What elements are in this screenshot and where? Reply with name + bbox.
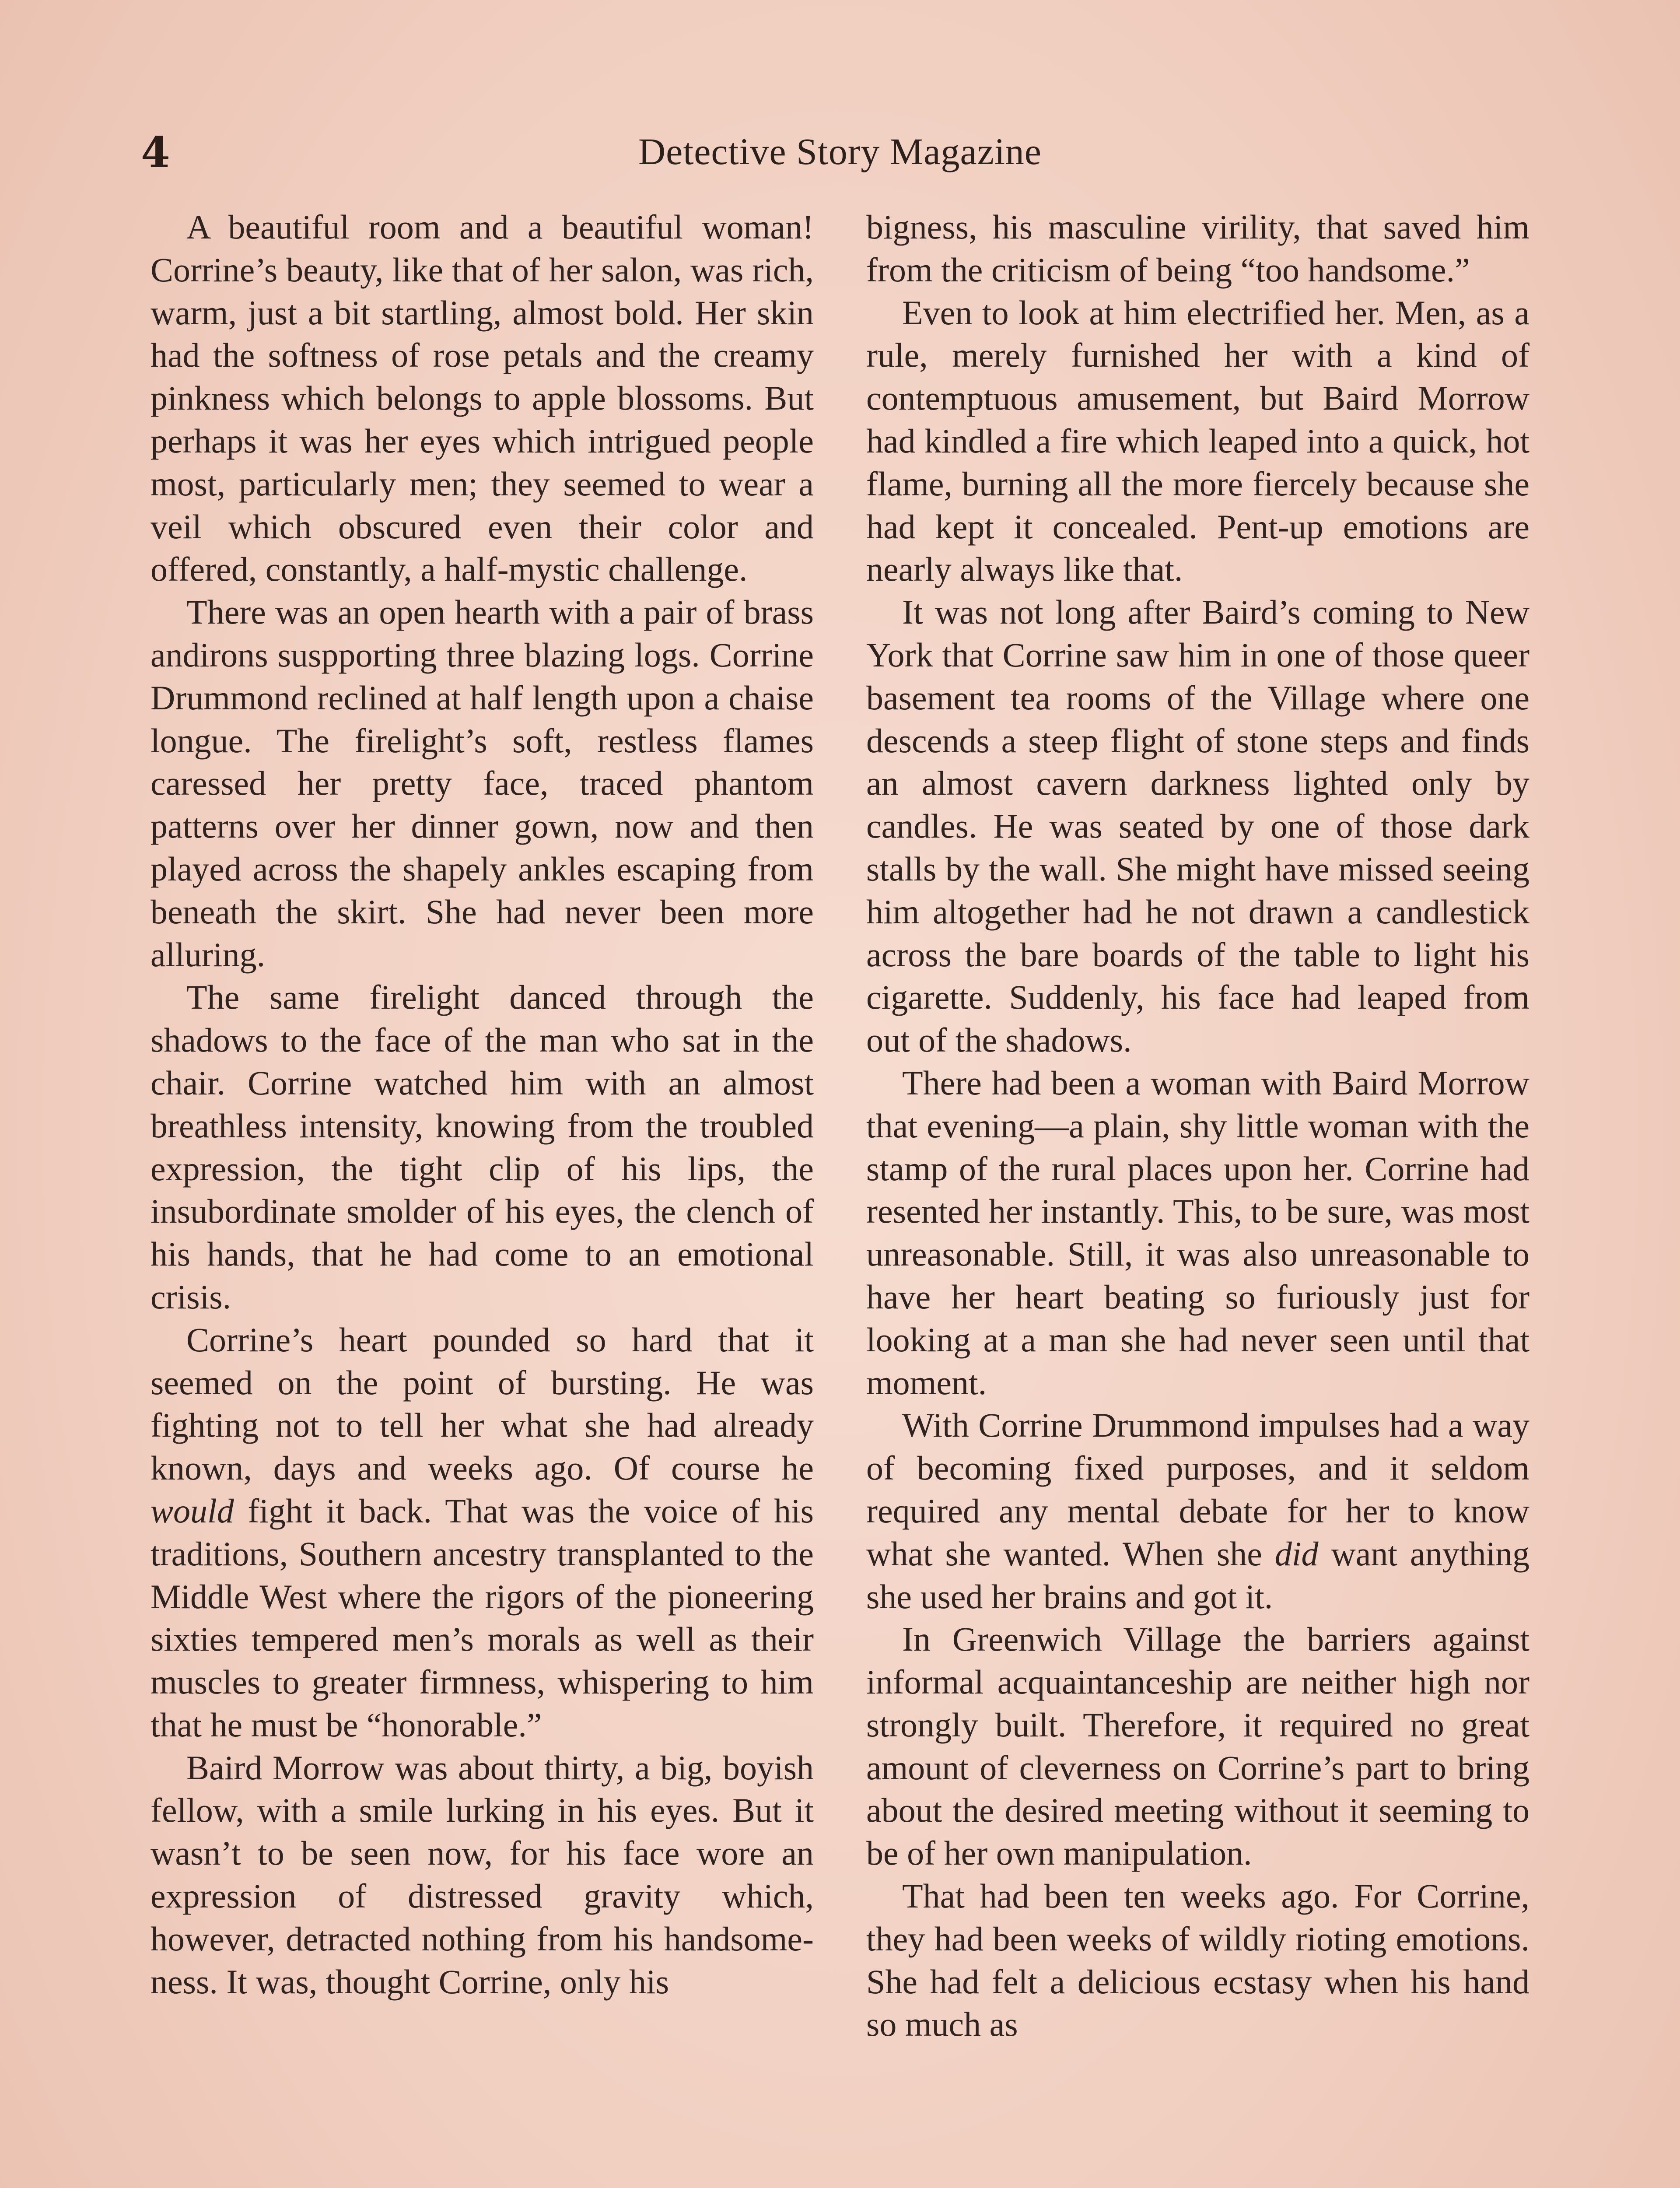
emphasized-word: did [1274, 1534, 1319, 1573]
emphasized-word: would [150, 1491, 234, 1530]
running-head-title: Detective Story Magazine [638, 130, 1042, 172]
paragraph: That had been ten weeks ago. For Corrine, they had been weeks of wildly rioting emotions. She had felt a delicious ecstasy when his hand so much as [866, 1877, 1530, 2044]
paragraph: With Corrine Drummond impulses had a way of becoming fixed purposes, and it seldom required any mental debate for her to know what she wanted. When she did want anything she used her brains and got it. [866, 1406, 1530, 1616]
left-text-column [150, 206, 814, 2188]
paragraph: Corrine’s heart pounded so hard that it seemed on the point of bursting. He was fighting not to tell her what she had already known, days and weeks ago. Of course he would fight it back. That was the voice of his traditions, Southern ancestry transplanted to the Middle West where the rigors of the pioneering sixties tempered men’s morals as well as their muscles to greater firmness, whispering to him that he must be “honorable.” [150, 1320, 814, 1744]
paragraph: The same firelight danced through the shadows to the face of the man who sat in the chair. Corrine watched him with an almost breathless intensity, knowing from the troubled expression, the tight clip of his lips, the insubordinate smolder of his eyes, the clench of his hands, that he had come to an emotional crisis. [150, 978, 814, 1316]
paragraph: In Greenwich Village the barriers against informal acquaintanceship are neither high nor strongly built. Therefore, it required no great amount of cleverness on Corrine’s part to bring about the desired meeting without it seeming to be of her own manipulation. [866, 1620, 1530, 1872]
paragraph: Even to look at him electrified her. Men, as a rule, merely furnished her with a kind of contemptuous amusement, but Baird Morrow had kindled a fire which leaped into a quick, hot flame, burning all the more fiercely because she had kept it concealed. Pent-up emotions are nearly always like that. [866, 293, 1530, 589]
right-text-column [866, 206, 1530, 2188]
paragraph: There had been a woman with Baird Morrow that evening—a plain, shy little woman with the stamp of the rural places upon her. Corrine had resented her instantly. This, to be sure, was most unreasonable. Still, it was also unreasonable to have her heart beating so furiously just for looking at a man she had never seen until that moment. [866, 1063, 1530, 1402]
paragraph: A beautiful room and a beautiful woman! Corrine’s beauty, like that of her salon, was rich, warm, just a bit startling, almost bold. Her skin had the softness of rose petals and the creamy pinkness which belongs to apple blossoms. But perhaps it was her eyes which intrigued people most, particularly men; they seemed to wear a veil which obscured even their color and offered, constantly, a half-mystic challenge. [150, 208, 814, 589]
paragraph: Baird Morrow was about thirty, a big, boyish fellow, with a smile lurking in his eyes. But it wasn’t to be seen now, for his face wore an expression of distressed gravity which, however, detracted nothing from his handsomeness. It was, thought Corrine, only his [150, 1748, 814, 2001]
paragraph: There was an open hearth with a pair of brass andirons suspporting three blazing logs. Corrine Drummond reclined at half length upon a chaise longue. The firelight’s soft, restless flames caressed her pretty face, traced phantom patterns over her dinner gown, now and then played across the shapely ankles escaping from beneath the skirt. She had never been more alluring. [150, 593, 814, 974]
paragraph: It was not long after Baird’s coming to New York that Corrine saw him in one of those queer basement tea rooms of the Village where one descends a steep flight of stone steps and finds an almost cavern darkness lighted only by candles. He was seated by one of those dark stalls by the wall. She might have missed seeing him altogether had he not drawn a candlestick across the bare boards of the table to light his cigarette. Suddenly, his face had leaped from out of the shadows. [866, 593, 1530, 1059]
page-number: 4 [141, 128, 170, 177]
paragraph-continued: bigness, his masculine virility, that saved him from the criticism of being “too handsome.” [866, 208, 1530, 289]
